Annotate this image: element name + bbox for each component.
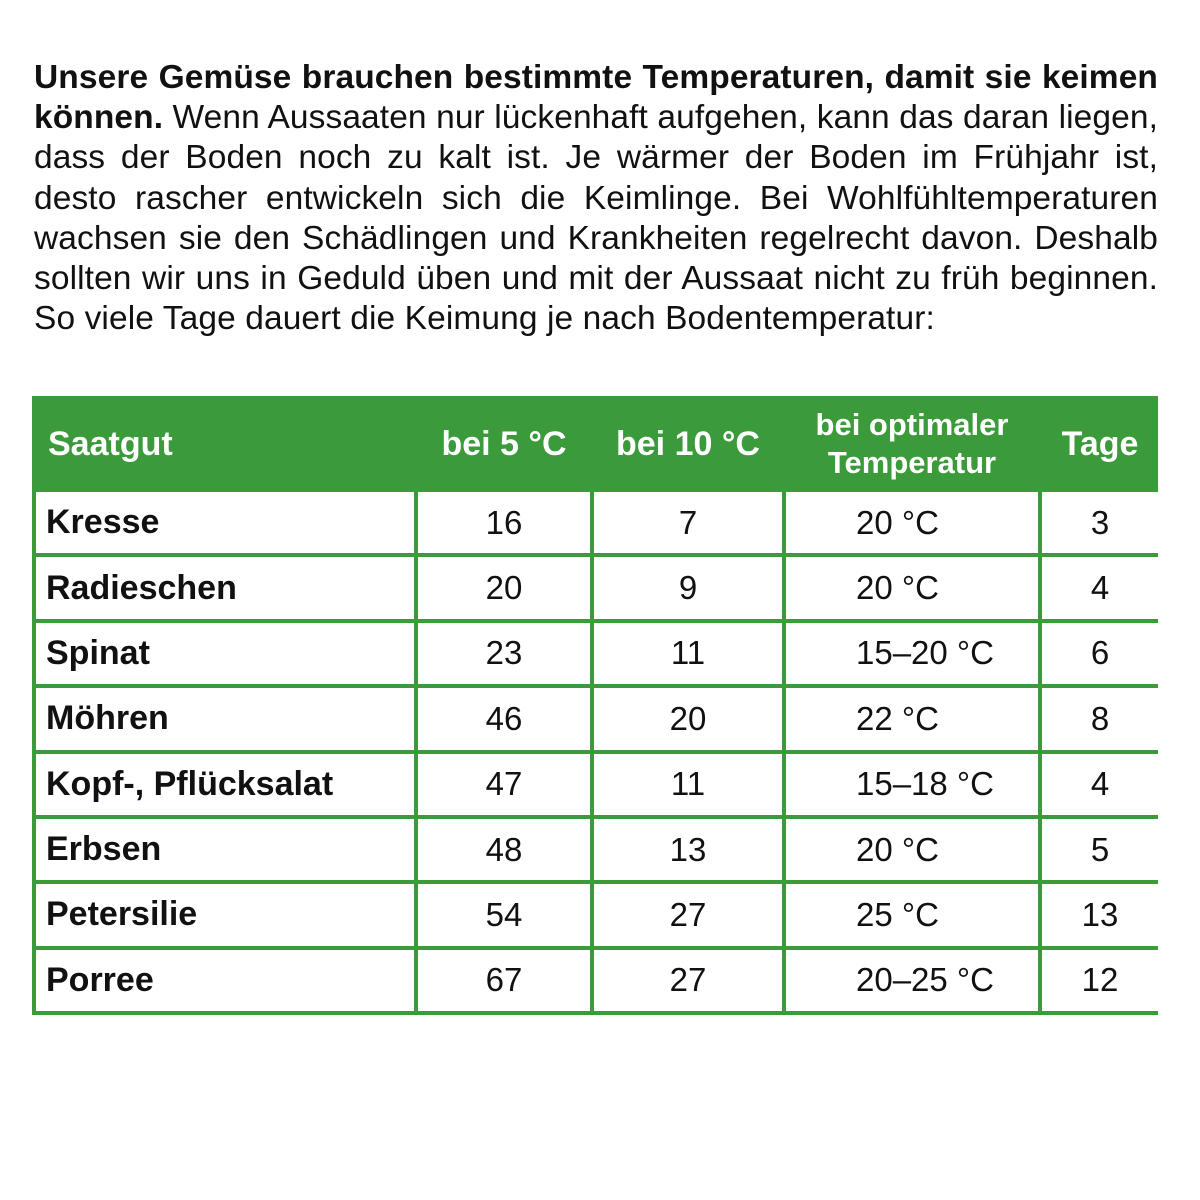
table-row (36, 950, 1158, 1011)
cell-optimal: 20 °C (786, 819, 1038, 880)
cell-bei5: 48 (418, 819, 590, 880)
cell-name: Spinat (36, 623, 414, 684)
cell-tage: 12 (1042, 950, 1158, 1011)
intro-text: Wenn Aussaaten nur lückenhaft aufgehen, kann das daran liegen, dass der Boden noch zu kalt ist. Je wärmer der Boden im Frühjahr ist, desto rascher entwickeln sich die Keimlinge. Bei Wohlfühltemperaturen wachsen sie den Schädlingen und Krankheiten regelrecht davon. Deshalb sollten wir uns in Geduld üben und mit der Aussaat nicht zu früh beginnen. So viele Tage dauert die Keimung je nach Bodentemperatur: (34, 99, 1158, 338)
cell-name: Radieschen (36, 557, 414, 618)
cell-bei10: 9 (594, 557, 782, 618)
cell-bei5: 20 (418, 557, 590, 618)
cell-tage: 4 (1042, 754, 1158, 815)
germination-table (32, 396, 1162, 1015)
cell-tage: 3 (1042, 492, 1158, 553)
table-row (36, 819, 1158, 880)
cell-optimal: 25 °C (786, 884, 1038, 945)
cell-bei5: 46 (418, 688, 590, 749)
cell-tage: 8 (1042, 688, 1158, 749)
table-row (36, 688, 1158, 749)
cell-bei10: 27 (594, 950, 782, 1011)
intro-paragraph (34, 58, 1158, 339)
header-bei-5: bei 5 °C (441, 424, 567, 463)
cell-tage: 5 (1042, 819, 1158, 880)
cell-name: Kresse (36, 492, 414, 553)
header-tage: Tage (1061, 424, 1139, 463)
cell-optimal: 20 °C (786, 492, 1038, 553)
header-saatgut: Saatgut (48, 424, 173, 463)
cell-optimal: 20–25 °C (786, 950, 1038, 1011)
table-row (36, 754, 1158, 815)
cell-optimal: 15–20 °C (786, 623, 1038, 684)
header-optimal-line1: bei optimaler (815, 407, 1009, 442)
cell-bei5: 67 (418, 950, 590, 1011)
table-row (36, 557, 1158, 618)
cell-name: Möhren (36, 688, 414, 749)
cell-bei5: 47 (418, 754, 590, 815)
table-row (36, 884, 1158, 945)
header-bei-10: bei 10 °C (616, 424, 760, 463)
cell-name: Porree (36, 950, 414, 1011)
cell-bei10: 13 (594, 819, 782, 880)
cell-name: Kopf-, Pflücksalat (36, 754, 414, 815)
cell-name: Petersilie (36, 884, 414, 945)
cell-bei5: 16 (418, 492, 590, 553)
cell-tage: 6 (1042, 623, 1158, 684)
table-header-row (36, 400, 1158, 488)
cell-optimal: 20 °C (786, 557, 1038, 618)
header-optimal-line2: Temperatur (827, 445, 997, 480)
cell-optimal: 22 °C (786, 688, 1038, 749)
cell-bei10: 11 (594, 623, 782, 684)
intro-bold: Unsere Gemüse brauchen bestimmte Temperaturen, damit sie keimen können. (34, 59, 1158, 137)
cell-bei10: 11 (594, 754, 782, 815)
cell-bei5: 23 (418, 623, 590, 684)
cell-tage: 4 (1042, 557, 1158, 618)
cell-optimal: 15–18 °C (786, 754, 1038, 815)
cell-bei10: 20 (594, 688, 782, 749)
table-row (36, 492, 1158, 553)
cell-name: Erbsen (36, 819, 414, 880)
cell-bei10: 27 (594, 884, 782, 945)
table-row (36, 623, 1158, 684)
cell-bei5: 54 (418, 884, 590, 945)
cell-tage: 13 (1042, 884, 1158, 945)
header-optimal (786, 400, 1038, 488)
germination-table-frame (32, 396, 1158, 1015)
cell-bei10: 7 (594, 492, 782, 553)
